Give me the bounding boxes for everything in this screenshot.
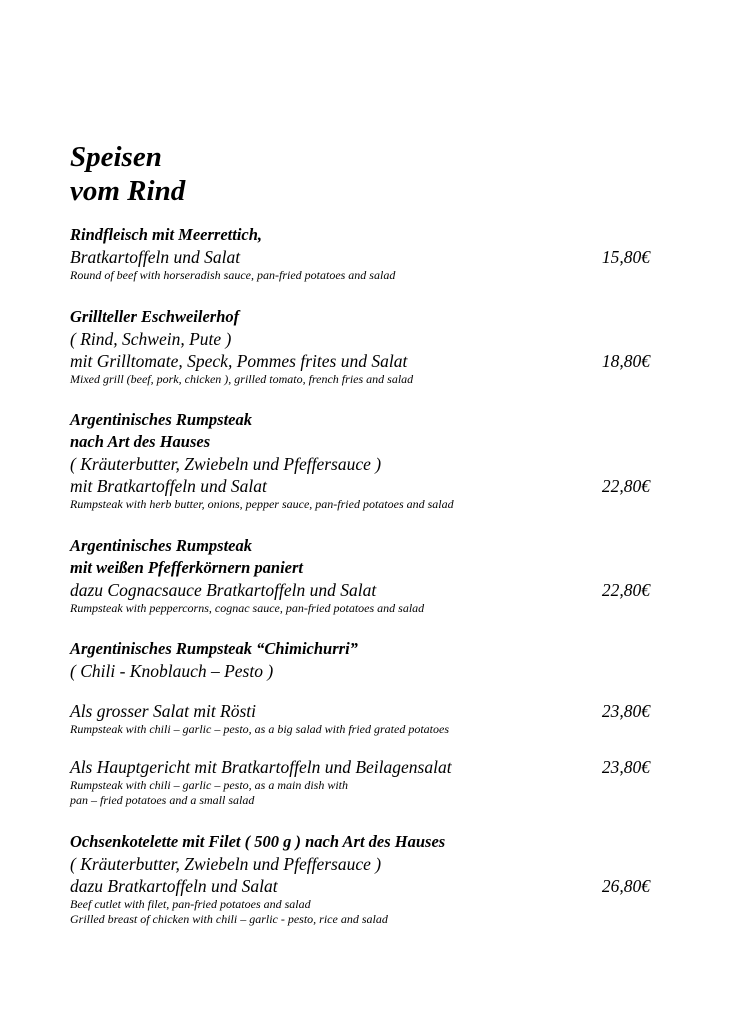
dish-price: 23,80€ <box>601 756 650 777</box>
dish-description: ( Kräuterbutter, Zwiebeln und Pfeffersauce ) <box>70 853 382 874</box>
menu-page <box>70 140 650 950</box>
dish-description: dazu Bratkartoffeln und Salat <box>70 875 278 896</box>
dish-price: 15,80€ <box>601 247 650 267</box>
dish-line <box>70 475 650 497</box>
dish-line <box>70 246 650 268</box>
dish-rumpsteak-haus <box>70 409 650 513</box>
dish-english: Mixed grill (beef, pork, chicken ), grilled tomato, french fries and salad <box>70 371 414 386</box>
dish-ochsenkotelette <box>70 831 650 928</box>
dish-price: 18,80€ <box>601 350 650 371</box>
dish-price: 26,80€ <box>601 875 650 896</box>
dish-line <box>70 579 650 601</box>
title-line-1: Speisen <box>70 141 162 173</box>
dish-english: Beef cutlet with filet, pan-fried potatoes and salad <box>70 896 311 911</box>
dish-description: Bratkartoffeln und Salat <box>70 247 241 267</box>
page-title <box>70 140 650 208</box>
spacer <box>70 682 650 700</box>
dish-description: ( Chili - Knoblauch – Pesto ) <box>70 661 274 681</box>
dish-description: mit Bratkartoffeln und Salat <box>70 476 267 496</box>
dish-name: Ochsenkotelette mit Filet ( 500 g ) nach Art des Hauses <box>70 831 446 851</box>
dish-option-line <box>70 700 650 722</box>
dish-price: 22,80€ <box>601 476 650 496</box>
dish-line <box>70 350 650 372</box>
dish-english: Rumpsteak with chili – garlic – pesto, as a main dish with <box>70 777 348 792</box>
dish-name: Argentinisches Rumpsteak <box>70 535 252 555</box>
dish-english: Rumpsteak with chili – garlic – pesto, as a big salad with fried grated potatoes <box>70 722 449 736</box>
dish-line <box>70 875 650 897</box>
dish-description: ( Rind, Schwein, Pute ) <box>70 328 232 349</box>
dish-rindfleisch <box>70 224 650 284</box>
dish-grillteller <box>70 306 650 388</box>
dish-description: ( Kräuterbutter, Zwiebeln und Pfeffersauce ) <box>70 454 382 474</box>
dish-rumpsteak-chimichurri <box>70 638 650 809</box>
dish-name-2: nach Art des Hauses <box>70 432 211 451</box>
dish-description: mit Grilltomate, Speck, Pommes frites und Salat <box>70 350 408 371</box>
dish-name: Argentinisches Rumpsteak “Chimichurri” <box>70 639 358 658</box>
dish-name: Argentinisches Rumpsteak <box>70 410 252 429</box>
dish-option: Als grosser Salat mit Rösti <box>70 701 257 721</box>
dish-english: Rumpsteak with peppercorns, cognac sauce, pan-fried potatoes and salad <box>70 600 425 615</box>
dish-name-2: mit weißen Pfefferkörnern paniert <box>70 557 303 577</box>
dish-option: Als Hauptgericht mit Bratkartoffeln und Beilagensalat <box>70 756 452 777</box>
dish-english: Rumpsteak with herb butter, onions, pepper sauce, pan-fried potatoes and salad <box>70 497 454 511</box>
dish-description: dazu Cognacsauce Bratkartoffeln und Salat <box>70 579 377 600</box>
dish-option-line <box>70 756 650 778</box>
dish-name: Grillteller Eschweilerhof <box>70 306 240 326</box>
dish-rumpsteak-pfeffer <box>70 535 650 617</box>
dish-price: 23,80€ <box>601 701 650 721</box>
dish-price: 22,80€ <box>601 579 650 600</box>
title-line-2: vom Rind <box>70 175 186 207</box>
dish-english: Grilled breast of chicken with chili – garlic - pesto, rice and salad <box>70 912 388 926</box>
dish-name: Rindfleisch mit Meerrettich, <box>70 225 263 244</box>
dish-english: Round of beef with horseradish sauce, pan-fried potatoes and salad <box>70 268 396 282</box>
spacer <box>70 738 650 756</box>
dish-english: pan – fried potatoes and a small salad <box>70 793 255 807</box>
